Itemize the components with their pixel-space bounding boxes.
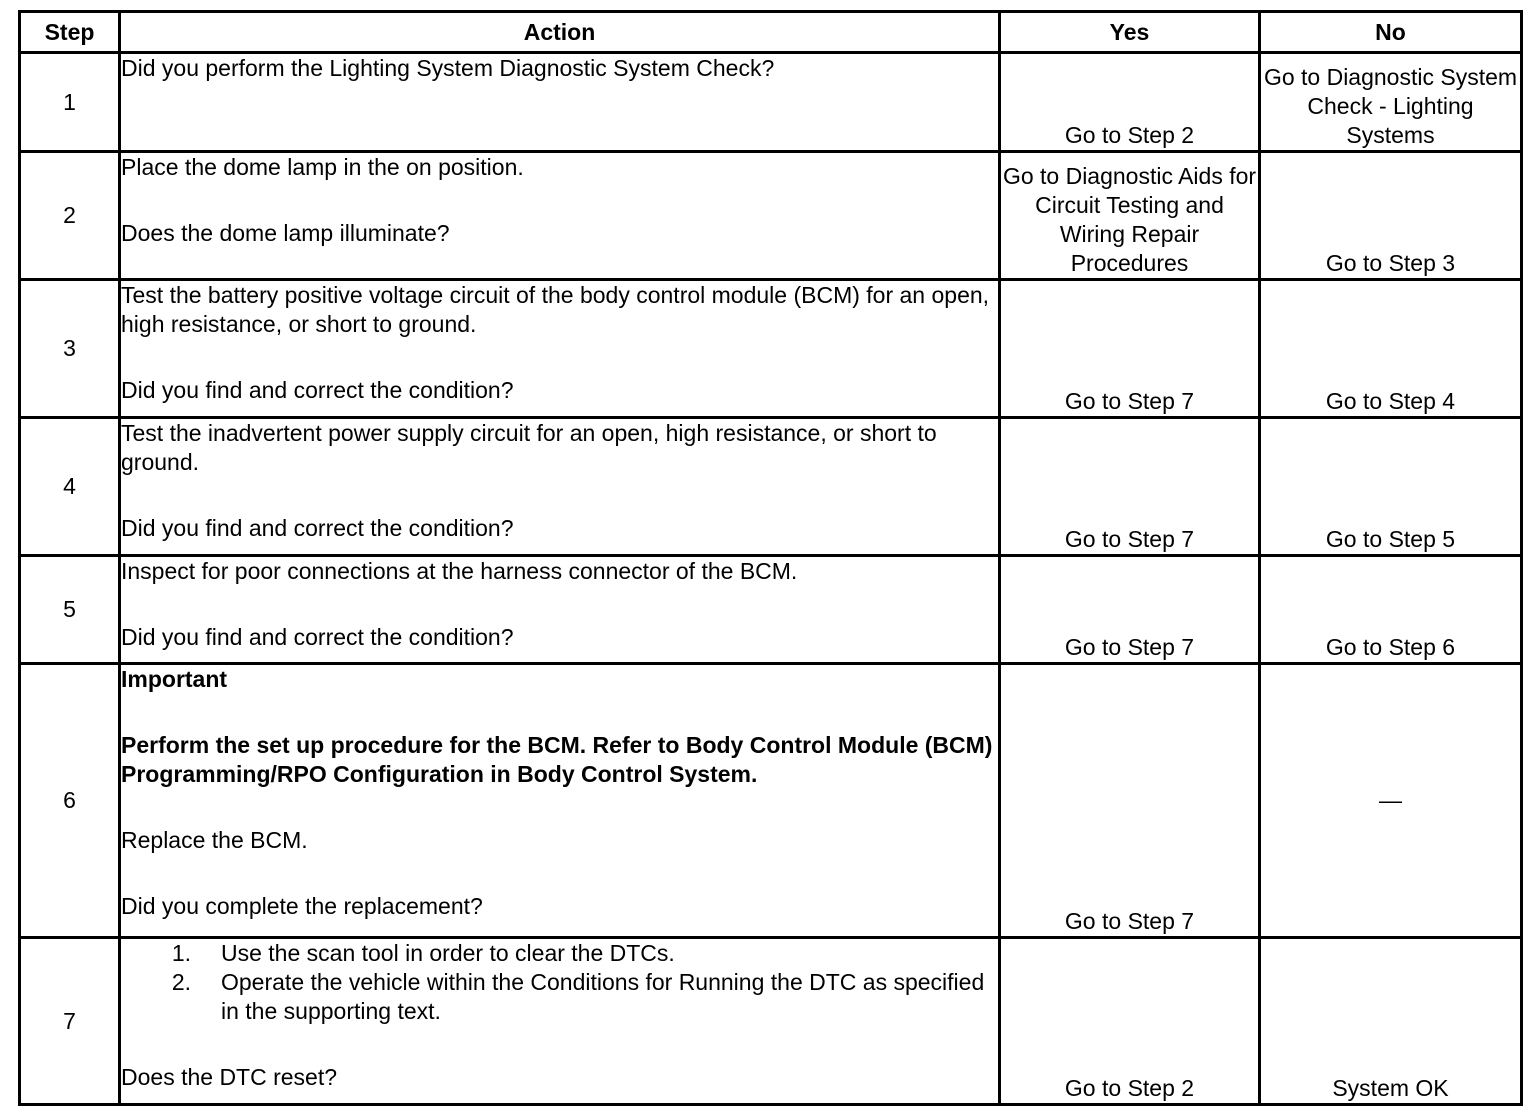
action-cell — [120, 418, 1000, 556]
list-text: Use the scan tool in order to clear the DTCs. — [221, 940, 675, 966]
table-row — [20, 53, 1522, 152]
step-number: 6 — [20, 664, 120, 938]
step-number: 7 — [20, 938, 120, 1105]
list-number: 1. — [171, 940, 191, 966]
header-yes: Yes — [1000, 12, 1260, 53]
table-row — [20, 280, 1522, 418]
no-cell: Go to Diagnostic System Check - Lighting Systems — [1260, 53, 1522, 152]
header-row — [20, 12, 1522, 53]
yes-cell: Go to Diagnostic Aids for Circuit Testing and Wiring Repair Procedures — [1000, 152, 1260, 280]
action-text: Inspect for poor connections at the harness connector of the BCM. — [121, 558, 798, 584]
action-cell — [120, 938, 1000, 1105]
no-cell: Go to Step 4 — [1260, 280, 1522, 418]
action-text: Place the dome lamp in the on position. — [121, 154, 524, 180]
important-text: Perform the set up procedure for the BCM. Refer to Body Control Module (BCM) Programming/RPO Configuration in Body Control System. — [121, 732, 993, 787]
no-cell: Go to Step 3 — [1260, 152, 1522, 280]
list-item — [121, 939, 998, 968]
list-item — [121, 968, 998, 1026]
step-number: 4 — [20, 418, 120, 556]
action-text: Test the battery positive voltage circuit of the body control module (BCM) for an open, high resistance, or short to ground. — [121, 282, 990, 337]
table-row — [20, 664, 1522, 938]
diagnostic-table — [18, 10, 1523, 1106]
procedure-list — [121, 939, 998, 1026]
table-row — [20, 556, 1522, 664]
action-question: Did you find and correct the condition? — [121, 515, 514, 541]
no-cell: Go to Step 5 — [1260, 418, 1522, 556]
action-cell — [120, 152, 1000, 280]
step-number: 5 — [20, 556, 120, 664]
action-cell — [120, 280, 1000, 418]
header-action: Action — [120, 12, 1000, 53]
action-cell — [120, 556, 1000, 664]
yes-cell: Go to Step 2 — [1000, 938, 1260, 1105]
table-row — [20, 152, 1522, 280]
table-row — [20, 418, 1522, 556]
no-cell: — — [1260, 664, 1522, 938]
table-row — [20, 938, 1522, 1105]
list-number: 2. — [171, 969, 191, 995]
action-cell — [120, 664, 1000, 938]
action-text: Replace the BCM. — [121, 827, 308, 853]
action-question: Does the dome lamp illuminate? — [121, 220, 450, 246]
yes-cell: Go to Step 7 — [1000, 556, 1260, 664]
action-text: Test the inadvertent power supply circuit for an open, high resistance, or short to ground. — [121, 420, 937, 475]
no-cell: System OK — [1260, 938, 1522, 1105]
header-no: No — [1260, 12, 1522, 53]
step-number: 2 — [20, 152, 120, 280]
important-heading: Important — [121, 666, 228, 692]
step-number: 3 — [20, 280, 120, 418]
step-number: 1 — [20, 53, 120, 152]
no-cell: Go to Step 6 — [1260, 556, 1522, 664]
action-text: Did you perform the Lighting System Diagnostic System Check? — [121, 55, 775, 81]
header-step: Step — [20, 12, 120, 53]
yes-cell: Go to Step 7 — [1000, 664, 1260, 938]
yes-cell: Go to Step 2 — [1000, 53, 1260, 152]
action-question: Does the DTC reset? — [121, 1064, 338, 1090]
yes-cell: Go to Step 7 — [1000, 418, 1260, 556]
list-text: Operate the vehicle within the Conditions for Running the DTC as specified in the supporting text. — [221, 969, 985, 1024]
action-question: Did you find and correct the condition? — [121, 377, 514, 403]
action-question: Did you find and correct the condition? — [121, 624, 514, 650]
yes-cell: Go to Step 7 — [1000, 280, 1260, 418]
action-cell — [120, 53, 1000, 152]
action-question: Did you complete the replacement? — [121, 893, 483, 919]
